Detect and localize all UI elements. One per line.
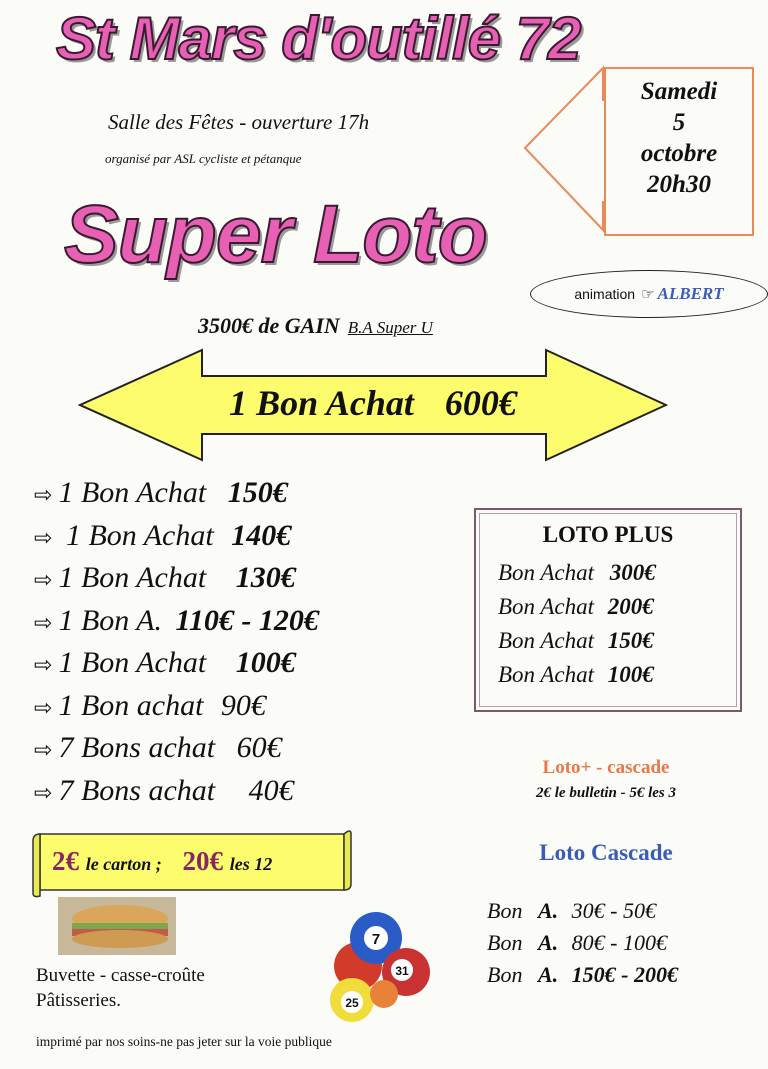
carton-label-2: les 12 [229, 854, 273, 874]
list-item [34, 774, 319, 817]
list-item [487, 962, 678, 994]
cascade-abbr: A. [537, 898, 559, 923]
cascade-abbr: A. [537, 962, 559, 987]
arrow-right-icon: ⇨ [34, 567, 53, 592]
loto-plus-label: Bon Achat [498, 560, 595, 585]
loto-plus-label: Bon Achat [498, 628, 595, 653]
prize-label: 1 Bon achat [58, 688, 204, 722]
date-month: octobre [640, 140, 718, 167]
prize-value: 140€ [231, 518, 292, 552]
prize-label: 1 Bon Achat [58, 476, 207, 509]
list-item [487, 898, 678, 930]
date-number: 5 [672, 109, 686, 136]
date-day: Samedi [640, 78, 718, 105]
ball-number: 31 [395, 964, 409, 978]
buvette-line-1: Buvette - casse-croûte [36, 965, 205, 986]
prize-value: 90€ [220, 688, 266, 722]
gain-amount: 3500€ de GAIN [198, 313, 340, 338]
list-item [498, 662, 740, 696]
list-item [498, 628, 740, 662]
prize-value: 60€ [236, 731, 282, 764]
prize-label: 1 Bon A. [58, 603, 163, 637]
event-title: St Mars d'outillé 72 [56, 5, 581, 72]
pointing-hand-icon: ☞ [641, 286, 655, 303]
animation-badge [530, 270, 768, 318]
loto-cascade-list [487, 898, 678, 994]
animation-name: ALBERT [657, 284, 724, 303]
loto-plus-label: Bon Achat [498, 662, 595, 687]
loto-plus-value: 300€ [609, 560, 656, 585]
cascade-value: 30€ - 50€ [571, 898, 656, 923]
list-item [34, 476, 319, 519]
buvette-text [36, 963, 205, 1013]
list-item [34, 604, 319, 647]
loto-plus-cascade-price: 2€ le bulletin - 5€ les 3 [536, 785, 676, 801]
prize-value: 130€ [235, 561, 296, 594]
prize-label: 1 Bon Achat [65, 518, 214, 552]
carton-price-2: 20€ [182, 846, 223, 876]
cascade-label: Bon [487, 930, 523, 955]
arrow-right-icon: ⇨ [34, 482, 53, 507]
loto-plus-value: 200€ [607, 594, 654, 619]
loto-plus-title: LOTO PLUS [542, 522, 674, 547]
buvette-line-2: Pâtisseries. [36, 990, 121, 1011]
arrow-right-icon: ⇨ [34, 524, 53, 550]
main-prize-value: 600€ [444, 383, 517, 423]
prize-value: 40€ [248, 773, 294, 807]
prize-label: 1 Bon Achat [58, 646, 207, 679]
main-prize-label: 1 Bon Achat [229, 383, 414, 423]
cascade-label: Bon [487, 962, 523, 987]
gain-line [198, 313, 433, 339]
lottery-balls-icon [322, 910, 434, 1024]
arrow-right-icon: ⇨ [34, 694, 53, 720]
footer-text: imprimé par nos soins-ne pas jeter sur la voie publique [36, 1034, 332, 1049]
arrow-right-icon: ⇨ [34, 652, 53, 677]
prize-value: 150€ [227, 476, 288, 509]
venue-text: Salle des Fêtes - ouverture 17h [108, 110, 370, 134]
cascade-abbr: A. [537, 930, 559, 955]
list-item [34, 731, 319, 774]
prize-value: 100€ [235, 646, 296, 679]
carton-price [52, 846, 272, 877]
ball-number: 25 [345, 996, 359, 1010]
prize-list [34, 476, 319, 816]
arrow-right-icon: ⇨ [34, 609, 53, 635]
loto-plus-cascade-title: Loto+ - cascade [542, 757, 670, 778]
animation-label: animation [574, 286, 636, 302]
prize-value: 110€ - 120€ [175, 603, 319, 637]
prize-label: 7 Bons achat [58, 773, 216, 807]
loto-plus-value: 100€ [607, 662, 654, 687]
loto-cascade-title: Loto Cascade [539, 840, 673, 865]
loto-plus-label: Bon Achat [498, 594, 595, 619]
main-prize [78, 382, 668, 424]
list-item [34, 519, 319, 562]
list-item [487, 930, 678, 962]
sandwich-icon [58, 897, 176, 955]
cascade-label: Bon [487, 898, 523, 923]
cascade-value: 150€ - 200€ [571, 962, 678, 987]
prize-label: 7 Bons achat [58, 731, 216, 764]
organizer-text: organisé par ASL cycliste et pétanque [105, 151, 302, 166]
arrow-right-icon: ⇨ [34, 779, 53, 805]
arrow-right-icon: ⇨ [34, 737, 53, 762]
prize-label: 1 Bon Achat [58, 561, 207, 594]
main-title: Super Loto [64, 189, 487, 280]
cascade-value: 80€ - 100€ [571, 930, 667, 955]
gain-sponsor: B.A Super U [347, 318, 433, 337]
date-time: 20h30 [647, 171, 711, 198]
list-item [498, 594, 740, 628]
ball-number: 7 [371, 931, 381, 948]
carton-label-1: le carton ; [85, 854, 162, 874]
loto-plus-box [474, 508, 742, 712]
loto-plus-value: 150€ [607, 628, 654, 653]
list-item [34, 689, 319, 732]
list-item [34, 561, 319, 604]
date-box [606, 76, 752, 200]
carton-price-1: 2€ [52, 846, 79, 876]
list-item [498, 560, 740, 594]
list-item [34, 646, 319, 689]
